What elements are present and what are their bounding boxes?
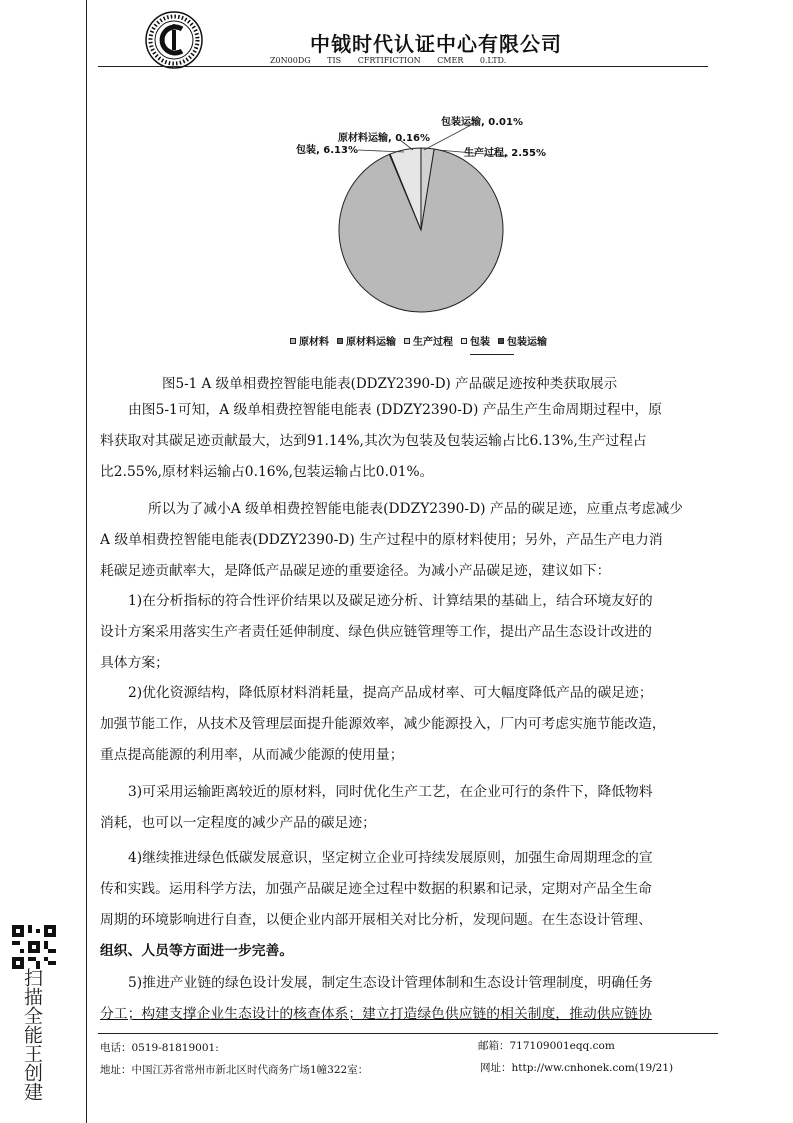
text-line: 耗碳足迹贡献率大，是降低产品碳足迹的重要途径。为减小产品碳足迹，建议如下：	[100, 563, 611, 579]
chart-legend	[290, 333, 547, 348]
legend-swatch	[404, 338, 410, 344]
legend-item-3	[461, 333, 490, 348]
left-margin-rule	[86, 0, 87, 1123]
legend-item-1	[337, 333, 396, 348]
text-line: 由图5-1可知，A 级单相费控智能电能表 (DDZY2390-D) 产品生产生命周期过程中，原	[128, 402, 663, 418]
pie-chart	[288, 110, 598, 360]
text-line: 重点提高能源的利用率，从而减少能源的使用量；	[100, 747, 404, 763]
legend-swatch	[498, 338, 504, 344]
company-logo	[138, 10, 210, 70]
legend-swatch	[290, 338, 296, 344]
scanner-watermark: 扫描全能王创建	[21, 968, 43, 1101]
legend-item-2	[404, 333, 453, 348]
footer-rule	[98, 1033, 718, 1034]
header-rule	[98, 66, 708, 67]
text-line: 设计方案采用落实生产者责任延伸制度、绿色供应链管理等工作，提出产品生态设计改进的	[100, 624, 652, 640]
text-line: 料获取对其碳足迹贡献最大，达到91.14%,其次为包装及包装运输占比6.13%,生产过程占	[100, 433, 647, 449]
text-line: 具体方案；	[100, 655, 169, 671]
legend-item-4	[498, 333, 547, 348]
legend-label: 原材料	[299, 337, 329, 348]
figure-caption: 图5-1 A 级单相费控智能电能表(DDZY2390-D) 产品碳足迹按种类获取展示	[162, 376, 618, 392]
paragraph-analysis	[100, 395, 720, 488]
text-line: 消耗，也可以一定程度的减少产品的碳足迹；	[100, 815, 376, 831]
legend-item-0	[290, 333, 329, 348]
suggestion-4	[100, 843, 720, 967]
suggestion-5	[100, 968, 720, 1030]
text-line: 1)在分析指标的符合性评价结果以及碳足迹分析、计算结果的基础上，结合环境友好的	[128, 593, 653, 609]
footer-phone: 电话：0519-81819001:	[100, 1042, 219, 1054]
legend-label: 包装运输	[507, 337, 547, 348]
footer-website: 网址：http://ww.cnhonek.com(19/21)	[480, 1062, 674, 1074]
text-line: A 级单相费控智能电能表(DDZY2390-D) 生产过程中的原材料使用；另外，产品生产电力消	[100, 532, 663, 548]
footer-address: 地址：中国江苏省常州市新北区时代商务广场1幢322室：	[100, 1064, 369, 1076]
caption-rule	[470, 354, 514, 355]
suggestion-3	[100, 777, 720, 839]
text-line: 加强节能工作，从技术及管理层面提升能源效率，减少能源投入，厂内可考虑实施节能改造，	[100, 716, 666, 732]
text-line: 分工；构建支撑企业生态设计的核查体系；建立打造绿色供应链的相关制度，推动供应链协	[100, 1006, 652, 1022]
footer-email: 邮箱：717109001eqq.com	[478, 1040, 615, 1052]
suggestion-2	[100, 678, 720, 771]
qr-code-icon	[12, 925, 56, 969]
legend-label: 包装	[470, 337, 490, 348]
leader-line-2	[358, 150, 404, 152]
suggestion-1	[100, 586, 720, 679]
text-line: 组织、人员等方面进一步完善。	[100, 943, 294, 959]
page-header	[98, 8, 708, 70]
text-line: 3)可采用运输距离较近的原材料，同时优化生产工艺，在企业可行的条件下，降低物料	[128, 784, 653, 800]
text-line: 所以为了减小A 级单相费控智能电能表(DDZY2390-D) 产品的碳足迹，应重点考虑减少	[148, 501, 684, 517]
legend-swatch	[337, 338, 343, 344]
text-line: 4)继续推进绿色低碳发展意识，坚定树立企业可持续发展原则，加强生命周期理念的宣	[128, 850, 653, 866]
data-label-production: 生产过程, 2.55%	[464, 148, 546, 159]
data-label-raw-transport: 原材料运输, 0.16%	[338, 133, 430, 144]
legend-label: 生产过程	[413, 337, 453, 348]
text-line: 周期的环境影响进行自查，以便企业内部开展相关对比分析，发现问题。在生态设计管理、	[100, 912, 652, 928]
data-label-packaging-transport: 包装运输, 0.01%	[441, 117, 523, 128]
paragraph-reduction	[100, 494, 720, 587]
text-line: 2)优化资源结构，降低原材料消耗量，提高产品成材率、可大幅度降低产品的碳足迹；	[128, 685, 653, 701]
text-line: 5)推进产业链的绿色设计发展，制定生态设计管理体制和生态设计管理制度，明确任务	[128, 975, 653, 991]
legend-label: 原材料运输	[346, 337, 396, 348]
legend-swatch	[461, 338, 467, 344]
text-line: 传和实践。运用科学方法，加强产品碳足迹全过程中数据的积累和记录，定期对产品全生命	[100, 881, 652, 897]
data-label-packaging: 包装, 6.13%	[296, 145, 358, 156]
company-name: 中钺时代认证中心有限公司	[310, 32, 562, 56]
company-english-name: Z0N00DG TIS CFRTIFICTION CMER 0.LTD.	[270, 56, 507, 65]
text-line: 比2.55%,原材料运输占0.16%,包装运输占比0.01%。	[100, 464, 434, 480]
